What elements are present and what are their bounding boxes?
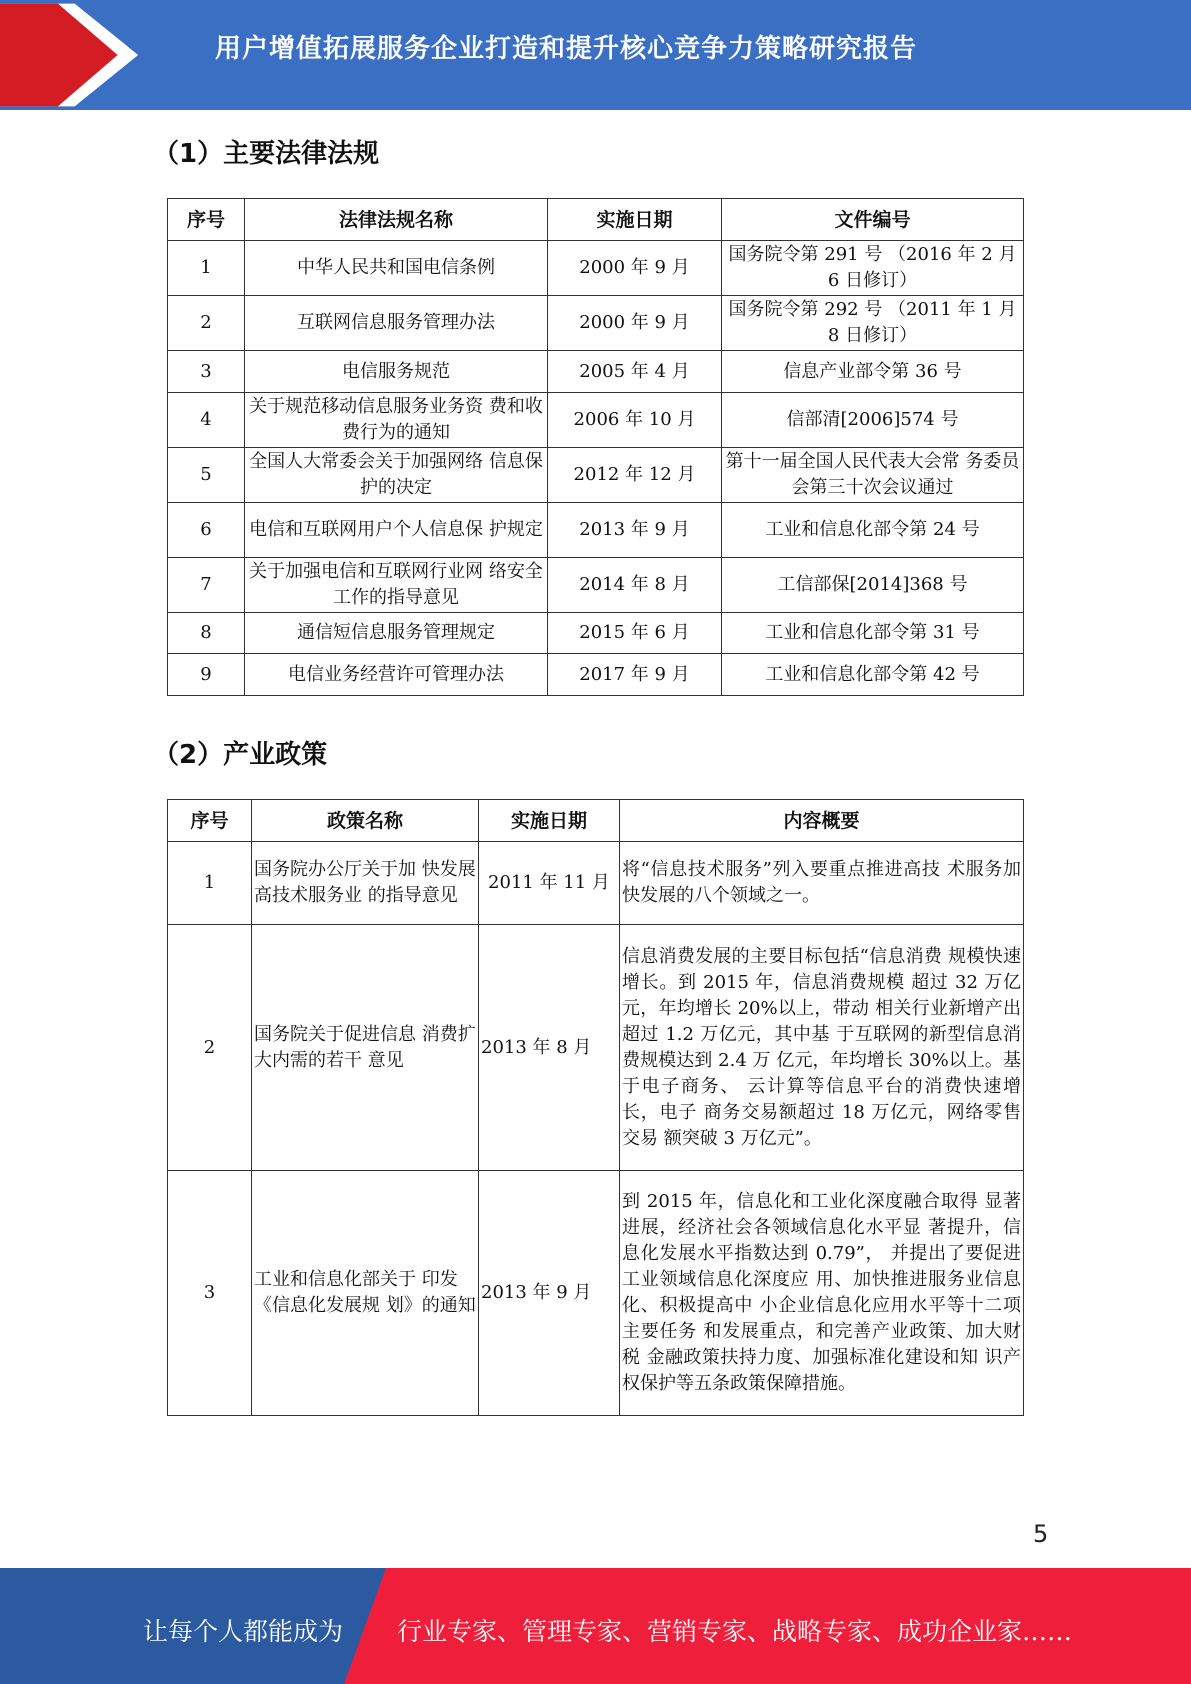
column-header: 实施日期 (548, 199, 722, 241)
table-cell: 工业和信息化部令第 24 号 (722, 503, 1024, 558)
table-cell: 信息消费发展的主要目标包括“信息消费 规模快速增长。到 2015 年，信息消费规模 超过 32 万亿元，年均增长 20%以上，带动 相关行业新增产出超过 1.2 万亿元，其中基 于互联网的新型信息消费规模达到 2.4 万 亿元，年均增长 30%以上。基于电子商务、 云计算等信息平台的消费快速增长，电子 商务交易额超过 18 万亿元，网络零售交易 额突破 3 万亿元”。 (620, 925, 1024, 1171)
table-cell: 互联网信息服务管理办法 (245, 296, 548, 351)
column-header: 内容概要 (620, 800, 1024, 842)
table-cell: 2013 年 8 月 (479, 925, 620, 1171)
column-header: 序号 (168, 199, 245, 241)
column-header: 文件编号 (722, 199, 1024, 241)
table-cell: 2013 年 9 月 (548, 503, 722, 558)
table-cell: 国务院关于促进信息 消费扩大内需的若干 意见 (252, 925, 479, 1171)
table-cell: 关于规范移动信息服务业务资 费和收费行为的通知 (245, 393, 548, 448)
table-cell: 中华人民共和国电信条例 (245, 241, 548, 296)
table-cell: 电信服务规范 (245, 351, 548, 393)
table-cell: 工业和信息化部关于 印发《信息化发展规 划》的通知 (252, 1171, 479, 1416)
table-cell: 7 (168, 558, 245, 613)
table-row (168, 558, 1024, 613)
footer-slogan-right: 行业专家、管理专家、营销专家、战略专家、成功企业家…… (397, 1617, 1073, 1646)
table-cell: 2000 年 9 月 (548, 241, 722, 296)
table-cell: 信部清[2006]574 号 (722, 393, 1024, 448)
table-cell: 电信和互联网用户个人信息保 护规定 (245, 503, 548, 558)
table-cell: 国务院办公厅关于加 快发展高技术服务业 的指导意见 (252, 842, 479, 925)
table-cell: 工信部保[2014]368 号 (722, 558, 1024, 613)
table-cell: 4 (168, 393, 245, 448)
page-header (0, 0, 1191, 110)
table-cell: 到 2015 年，信息化和工业化深度融合取得 显著进展，经济社会各领域信息化水平显 著提升，信息化发展水平指数达到 0.79”， 并提出了要促进工业领域信息化深度应 用、加快推进服务业信息化、积极提高中 小企业信息化应用水平等十二项主要任务 和发展重点，和完善产业政策、加大财税 金融政策扶持力度、加强标准化建设和知 识产权保护等五条政策保障措施。 (620, 1171, 1024, 1416)
table-cell: 2011 年 11 月 (479, 842, 620, 925)
table-cell: 国务院令第 292 号 （2011 年 1 月 8 日修订） (722, 296, 1024, 351)
footer-slogan-left: 让每个人都能成为 (143, 1617, 344, 1646)
table-cell: 工业和信息化部令第 42 号 (722, 654, 1024, 696)
column-header: 法律法规名称 (245, 199, 548, 241)
table-row (168, 503, 1024, 558)
column-header: 序号 (168, 800, 252, 842)
table-cell: 9 (168, 654, 245, 696)
table-cell: 6 (168, 503, 245, 558)
table-cell: 关于加强电信和互联网行业网 络安全工作的指导意见 (245, 558, 548, 613)
table-cell: 2000 年 9 月 (548, 296, 722, 351)
table-cell: 3 (168, 351, 245, 393)
table-cell: 5 (168, 448, 245, 503)
column-header: 实施日期 (479, 800, 620, 842)
table-row (168, 613, 1024, 654)
table-cell: 2006 年 10 月 (548, 393, 722, 448)
table-cell: 电信业务经营许可管理办法 (245, 654, 548, 696)
table-cell: 2013 年 9 月 (479, 1171, 620, 1416)
table-cell: 通信短信息服务管理规定 (245, 613, 548, 654)
column-header: 政策名称 (252, 800, 479, 842)
report-title: 用户增值拓展服务企业打造和提升核心竞争力策略研究报告 (215, 34, 918, 64)
table-row (168, 393, 1024, 448)
table-header-row (168, 199, 1024, 241)
table-row (168, 1171, 1024, 1416)
page-number: 5 (1033, 1520, 1049, 1548)
table-cell: 1 (168, 241, 245, 296)
table-row (168, 296, 1024, 351)
table-cell: 信息产业部令第 36 号 (722, 351, 1024, 393)
table-cell: 2015 年 6 月 (548, 613, 722, 654)
header-chevron-decoration (0, 0, 140, 110)
table-row (168, 925, 1024, 1171)
table-cell: 1 (168, 842, 252, 925)
policies-section-heading: （2）产业政策 (153, 740, 328, 770)
laws-section-heading: （1）主要法律法规 (153, 139, 380, 169)
table-cell: 2005 年 4 月 (548, 351, 722, 393)
table-cell: 2 (168, 925, 252, 1171)
table-row (168, 654, 1024, 696)
table-cell: 2012 年 12 月 (548, 448, 722, 503)
table-cell: 将“信息技术服务”列入要重点推进高技 术服务加快发展的八个领域之一。 (620, 842, 1024, 925)
table-row (168, 351, 1024, 393)
table-cell: 国务院令第 291 号 （2016 年 2 月 6 日修订） (722, 241, 1024, 296)
policies-table (167, 799, 1024, 1416)
laws-table (167, 198, 1024, 696)
table-cell: 8 (168, 613, 245, 654)
table-cell: 2017 年 9 月 (548, 654, 722, 696)
table-row (168, 448, 1024, 503)
table-cell: 第十一届全国人民代表大会常 务委员会第三十次会议通过 (722, 448, 1024, 503)
table-row (168, 842, 1024, 925)
table-cell: 全国人大常委会关于加强网络 信息保护的决定 (245, 448, 548, 503)
table-cell: 工业和信息化部令第 31 号 (722, 613, 1024, 654)
table-header-row (168, 800, 1024, 842)
table-cell: 2 (168, 296, 245, 351)
table-cell: 2014 年 8 月 (548, 558, 722, 613)
table-row (168, 241, 1024, 296)
table-cell: 3 (168, 1171, 252, 1416)
